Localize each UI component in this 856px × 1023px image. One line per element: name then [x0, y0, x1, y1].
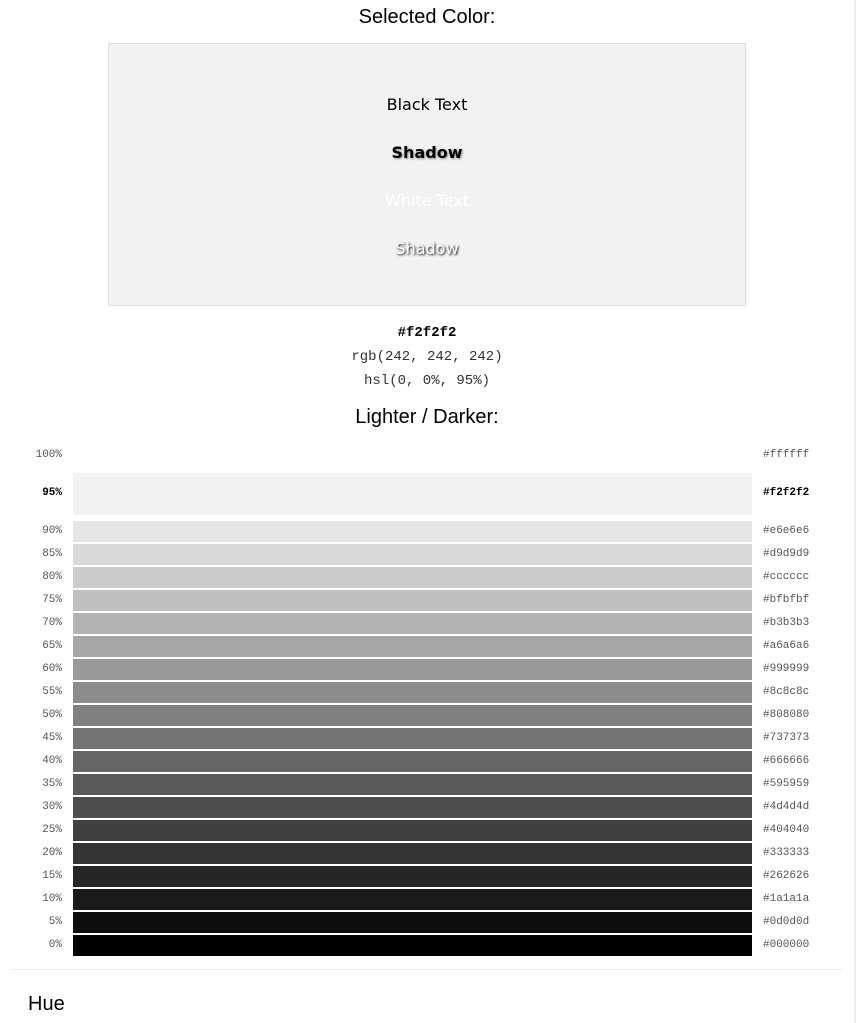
shade-hex-label: #cccccc: [763, 571, 810, 583]
shade-row[interactable]: [0, 705, 856, 726]
shade-hex-label: #e6e6e6: [763, 525, 810, 537]
shade-percent-label: 60%: [42, 663, 62, 675]
preview-white-shadow-text: Shadow: [395, 239, 459, 258]
shade-swatch[interactable]: [73, 705, 752, 726]
shade-row[interactable]: [0, 843, 856, 864]
shade-row[interactable]: [0, 682, 856, 703]
selected-hex-code: #f2f2f2: [397, 325, 457, 341]
shade-percent-label: 85%: [42, 548, 62, 560]
shade-hex-label: #262626: [763, 870, 810, 882]
shade-hex-label: #bfbfbf: [763, 594, 810, 606]
shade-percent-label: 65%: [42, 640, 62, 652]
shade-swatch[interactable]: [73, 544, 752, 565]
shade-row[interactable]: [0, 889, 856, 910]
shade-swatch[interactable]: [73, 935, 752, 956]
shade-percent-label: 20%: [42, 847, 62, 859]
preview-black-shadow-text: Shadow: [391, 143, 463, 162]
shade-percent-label: 10%: [42, 893, 62, 905]
shade-hex-label: #d9d9d9: [763, 548, 810, 560]
shade-swatch[interactable]: [73, 521, 752, 542]
shade-row[interactable]: [0, 447, 856, 465]
shade-hex-label: #999999: [763, 663, 810, 675]
shade-hex-label: #4d4d4d: [763, 801, 810, 813]
shade-percent-label: 55%: [42, 686, 62, 698]
shade-swatch[interactable]: [73, 866, 752, 887]
shade-row[interactable]: [0, 820, 856, 841]
shade-percent-label: 30%: [42, 801, 62, 813]
shade-percent-label: 75%: [42, 594, 62, 606]
shade-swatch[interactable]: [73, 682, 752, 703]
shade-row[interactable]: [0, 797, 856, 818]
shade-percent-label: 40%: [42, 755, 62, 767]
shade-swatch[interactable]: [73, 473, 752, 515]
shade-swatch[interactable]: [73, 774, 752, 795]
shade-hex-label: #f2f2f2: [763, 487, 810, 499]
shade-hex-label: #737373: [763, 732, 810, 744]
shade-hex-label: #b3b3b3: [763, 617, 810, 629]
shade-row[interactable]: [0, 912, 856, 933]
color-preview-box: [108, 43, 746, 306]
shade-percent-label: 70%: [42, 617, 62, 629]
lighter-darker-heading: Lighter / Darker:: [355, 406, 499, 428]
shade-percent-label: 0%: [48, 939, 62, 951]
preview-black-text: Black Text: [386, 95, 468, 114]
shade-row[interactable]: [0, 774, 856, 795]
shade-swatch[interactable]: [73, 447, 752, 465]
shade-hex-label: #000000: [763, 939, 810, 951]
shade-row[interactable]: [0, 751, 856, 772]
shade-swatch[interactable]: [73, 567, 752, 588]
shade-swatch[interactable]: [73, 820, 752, 841]
shade-swatch[interactable]: [73, 751, 752, 772]
shade-swatch[interactable]: [73, 889, 752, 910]
shade-row[interactable]: [0, 613, 856, 634]
shade-percent-label: 35%: [42, 778, 62, 790]
selected-hsl-code: hsl(0, 0%, 95%): [363, 373, 491, 389]
shade-swatch[interactable]: [73, 636, 752, 657]
shade-hex-label: #404040: [763, 824, 810, 836]
shade-hex-label: #595959: [763, 778, 810, 790]
shade-row[interactable]: [0, 636, 856, 657]
shade-hex-label: #a6a6a6: [763, 640, 810, 652]
selected-color-heading: Selected Color:: [358, 6, 496, 28]
shade-swatch[interactable]: [73, 912, 752, 933]
shade-percent-label: 100%: [35, 449, 62, 461]
shade-hex-label: #666666: [763, 755, 810, 767]
shade-percent-label: 50%: [42, 709, 62, 721]
shade-hex-label: #0d0d0d: [763, 916, 810, 928]
hue-heading: Hue: [28, 993, 65, 1015]
shade-row[interactable]: [0, 866, 856, 887]
shade-percent-label: 15%: [42, 870, 62, 882]
shade-swatch[interactable]: [73, 797, 752, 818]
shade-row[interactable]: [0, 935, 856, 956]
shade-swatch[interactable]: [73, 659, 752, 680]
shade-swatch[interactable]: [73, 843, 752, 864]
shade-percent-label: 95%: [42, 487, 62, 499]
shade-row[interactable]: [0, 659, 856, 680]
shade-row[interactable]: [0, 521, 856, 542]
shade-swatch[interactable]: [73, 613, 752, 634]
shade-percent-label: 5%: [48, 916, 62, 928]
selected-rgb-code: rgb(242, 242, 242): [351, 349, 503, 365]
shade-swatch[interactable]: [73, 728, 752, 749]
shade-percent-label: 45%: [42, 732, 62, 744]
shade-hex-label: #808080: [763, 709, 810, 721]
shade-hex-label: #1a1a1a: [763, 893, 810, 905]
shade-swatch[interactable]: [73, 590, 752, 611]
shade-row[interactable]: [0, 544, 856, 565]
shade-row[interactable]: [0, 590, 856, 611]
preview-white-text: White Text: [385, 191, 469, 210]
shade-hex-label: #333333: [763, 847, 810, 859]
shade-hex-label: #8c8c8c: [763, 686, 810, 698]
shade-percent-label: 80%: [42, 571, 62, 583]
shade-row[interactable]: [0, 473, 856, 515]
shade-hex-label: #ffffff: [763, 449, 810, 461]
shade-row[interactable]: [0, 728, 856, 749]
section-divider: [12, 969, 842, 970]
shade-row[interactable]: [0, 567, 856, 588]
shade-percent-label: 25%: [42, 824, 62, 836]
shade-percent-label: 90%: [42, 525, 62, 537]
